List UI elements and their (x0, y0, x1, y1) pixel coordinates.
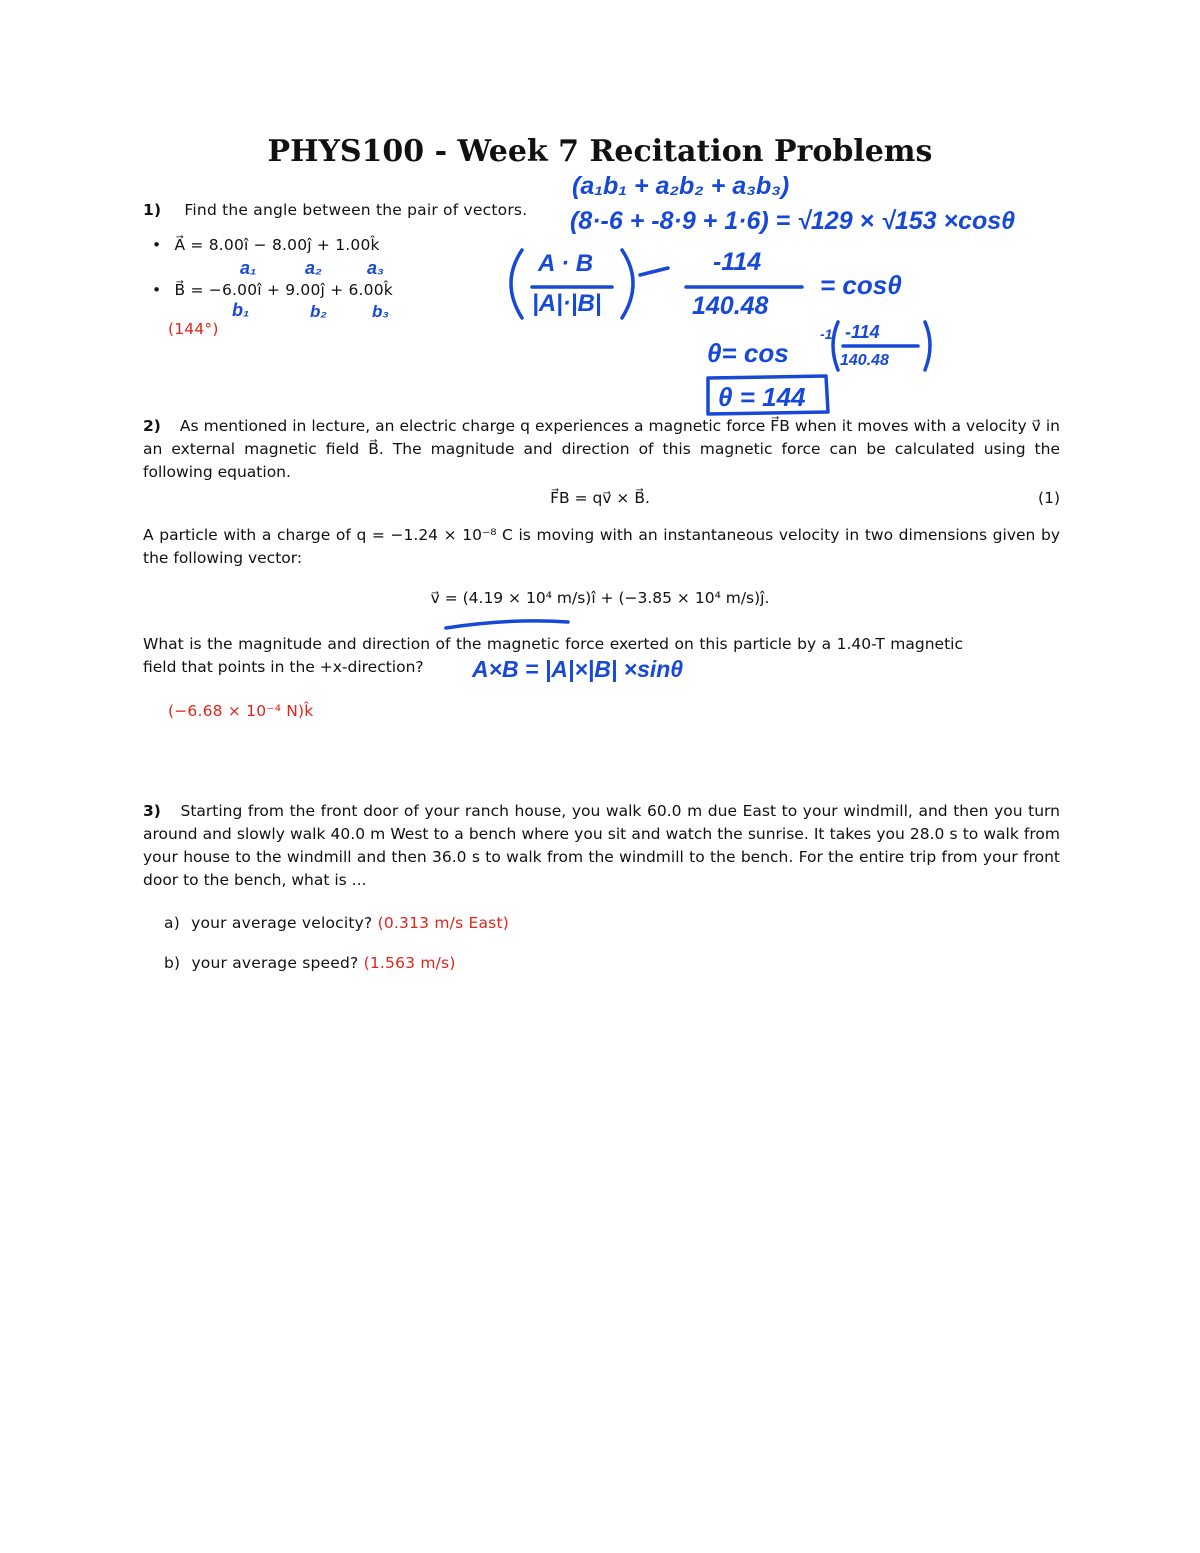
hand-equals-cos: = cosθ (820, 270, 902, 300)
velocity-equation: v⃗ = (4.19 × 10⁴ m/s)î + (−3.85 × 10⁴ m/s)ĵ. (430, 589, 770, 607)
velocity-underline (446, 621, 568, 628)
hand-a2: a₂ (305, 258, 322, 278)
part-b-answer: (1.563 m/s) (363, 954, 456, 972)
hand-frac-bottom: |A|·|B| (532, 290, 602, 317)
hand-dot-substitution: (8·-6 + -8·9 + 1·6) = √129 × √153 ×cosθ (570, 207, 1016, 235)
problem-1-answer: (144°) (168, 320, 219, 338)
equation-number: (1) (1038, 489, 1060, 507)
problem-2-intro-text: As mentioned in lecture, an electric charge q experiences a magnetic force F⃗B when it moves with a velocity v⃗ in an external magnetic field B⃗. The magnitude and direction of this magnetic force can be calculated using the following equation. (143, 417, 1060, 481)
big-right-paren (622, 250, 633, 318)
problem-1-number: 1) (143, 201, 162, 219)
part-a-answer: (0.313 m/s East) (377, 914, 509, 932)
problem-1-prompt: Find the angle between the pair of vectors. (184, 201, 528, 219)
answer-box (708, 376, 828, 414)
hand-b3: b₃ (372, 302, 389, 321)
hand-b2: b₂ (310, 302, 327, 321)
bullet-icon: • (152, 236, 162, 254)
problem-3-text: Starting from the front door of your ranch house, you walk 60.0 m due East to your windmill, and then you turn around and slowly walk 40.0 m West to a bench where you sit and watch the sunrise. It takes you 28.0 s to walk from your house to the windmill and then 36.0 s to walk from the windmill to the bench. For the entire trip from your front door to the bench, what is ... (143, 802, 1060, 889)
hand-frac-top: A · B (538, 250, 594, 277)
problem-3-number: 3) (143, 802, 161, 820)
bullet-icon: • (152, 281, 162, 299)
part-b-text: your average speed? (191, 954, 359, 972)
hand-boxed-answer: θ = 144 (718, 382, 806, 412)
hand-den: 140.48 (692, 292, 769, 320)
hand-inv-top: -114 (845, 322, 880, 342)
hand-inv-bottom: 140.48 (840, 352, 889, 369)
arrow-to-fraction (640, 268, 668, 275)
inv-right-paren (925, 322, 930, 370)
hand-a3: a₃ (367, 258, 385, 278)
problem-2-answer: (−6.68 × 10⁻⁴ N)k̂ (168, 702, 314, 720)
hand-inverse: -1 (820, 326, 833, 342)
hand-num: -114 (713, 248, 762, 276)
part-a-text: your average velocity? (191, 914, 373, 932)
hand-b1: b₁ (232, 300, 250, 320)
vector-a: A⃗ = 8.00î − 8.00ĵ + 1.00k̂ (174, 236, 380, 254)
problem-2-question: What is the magnitude and direction of the magnetic force exerted on this particle by a 1.40-T magnetic field that points in the +x-direction? (143, 635, 963, 676)
hand-theta-eq: θ= cos (707, 338, 789, 368)
inv-left-paren (833, 322, 838, 370)
vector-b: B⃗ = −6.00î + 9.00ĵ + 6.00k̂ (174, 281, 393, 299)
part-b-label: b) (164, 954, 181, 972)
equation-1: F⃗B = qv⃗ × B⃗. (550, 489, 650, 507)
hand-dot-formula: (a₁b₁ + a₂b₂ + a₃b₃) (572, 172, 790, 200)
problem-2-number: 2) (143, 417, 161, 435)
big-left-paren (511, 250, 522, 318)
hand-a1: a₁ (240, 258, 257, 278)
page-title: PHYS100 - Week 7 Recitation Problems (267, 134, 933, 169)
part-a-label: a) (164, 914, 180, 932)
hand-cross-product: A×B = |A|×|B| ×sinθ (472, 656, 684, 682)
particle-text: A particle with a charge of q = −1.24 × 10⁻⁸ C is moving with an instantaneous velocity in two dimensions given by the following vector: (143, 526, 1060, 567)
